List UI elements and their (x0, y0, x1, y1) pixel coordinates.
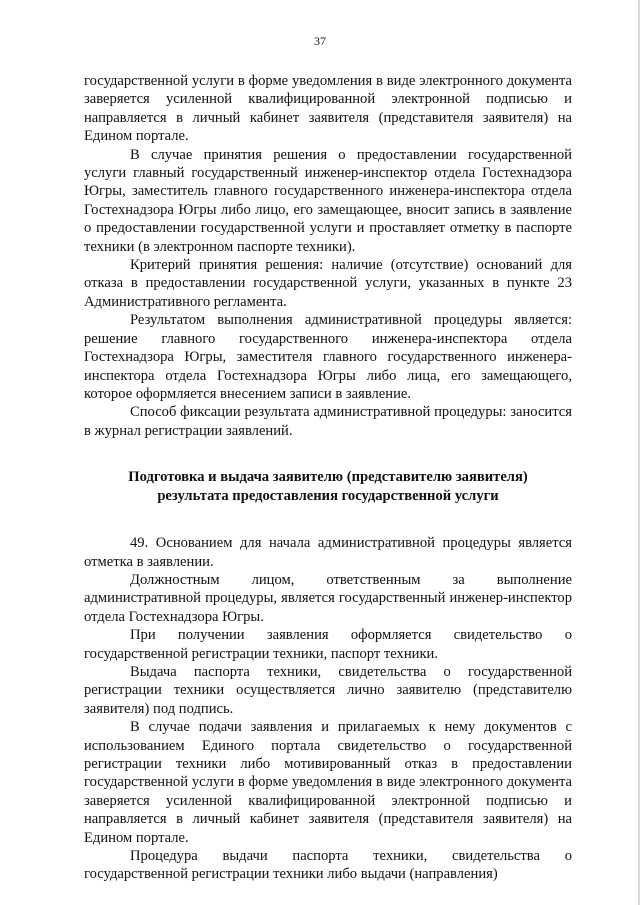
page-number: 37 (314, 34, 326, 48)
paragraph: Должностным лицом, ответственным за выполнение административной процедуры, является государственный инженер-инспектор отдела Гостехнадзора Югры. (84, 571, 572, 625)
document-body (84, 72, 572, 884)
section-heading-line-1: Подготовка и выдача заявителю (представителю заявителя) (128, 469, 528, 486)
paragraph: государственной услуги в форме уведомления в виде электронного документа заверяется усиленной квалифицированной электронной подписью и направляется в личный кабинет заявителя (представителя заявителя) на Едином портале. (84, 73, 572, 145)
paragraph: Процедура выдачи паспорта техники, свидетельства о государственной регистрации техники либо выдачи (направления) (84, 848, 572, 883)
section-heading (84, 468, 572, 506)
paragraph: Результатом выполнения административной процедуры является: решение главного государственного инженера-инспектора отдела Гостехнадзора Югры, заместителя главного государственного инженера-инспектора отдела Гостехнадзора Югры либо лица, его замещающего, которое оформляется внесением записи в заявление. (84, 312, 572, 402)
section-heading-line-2: результата предоставления государственной услуги (157, 488, 499, 505)
paragraph: При получении заявления оформляется свидетельство о государственной регистрации техники, паспорт техники. (84, 627, 572, 662)
paragraph: Способ фиксации результата административной процедуры: заносится в журнал регистрации заявлений. (84, 404, 572, 439)
paragraph: В случае подачи заявления и прилагаемых к нему документов с использованием Единого портала свидетельство о государственной регистрации техники либо мотивированный отказ в предоставлении государственной услуги в форме уведомления в виде электронного документа заверяется усиленной квалифицированной электронной подписью и направляется в личный кабинет заявителя (представителя заявителя) на Едином портале. (84, 719, 572, 846)
paragraph: Критерий принятия решения: наличие (отсутствие) оснований для отказа в предоставлении государственной услуги, указанных в пункте 23 Административного регламента. (84, 257, 572, 310)
paragraph: Выдача паспорта техники, свидетельства о государственной регистрации техники осуществляется лично заявителю (представителю заявителя) под подпись. (84, 663, 572, 717)
paragraph: В случае принятия решения о предоставлении государственной услуги главный государственный инженер-инспектор отдела Гостехнадзора Югры, заместитель главного государственного инженера-инспектора отдела Гостехнадзора Югры либо лицо, его замещающее, вносит запись в заявление о предоставлении государственной услуги и проставляет отметку в паспорте техники (в электронном паспорте техники). (84, 146, 572, 255)
paragraph: 49. Основанием для начала административной процедуры является отметка в заявлении. (84, 535, 572, 570)
